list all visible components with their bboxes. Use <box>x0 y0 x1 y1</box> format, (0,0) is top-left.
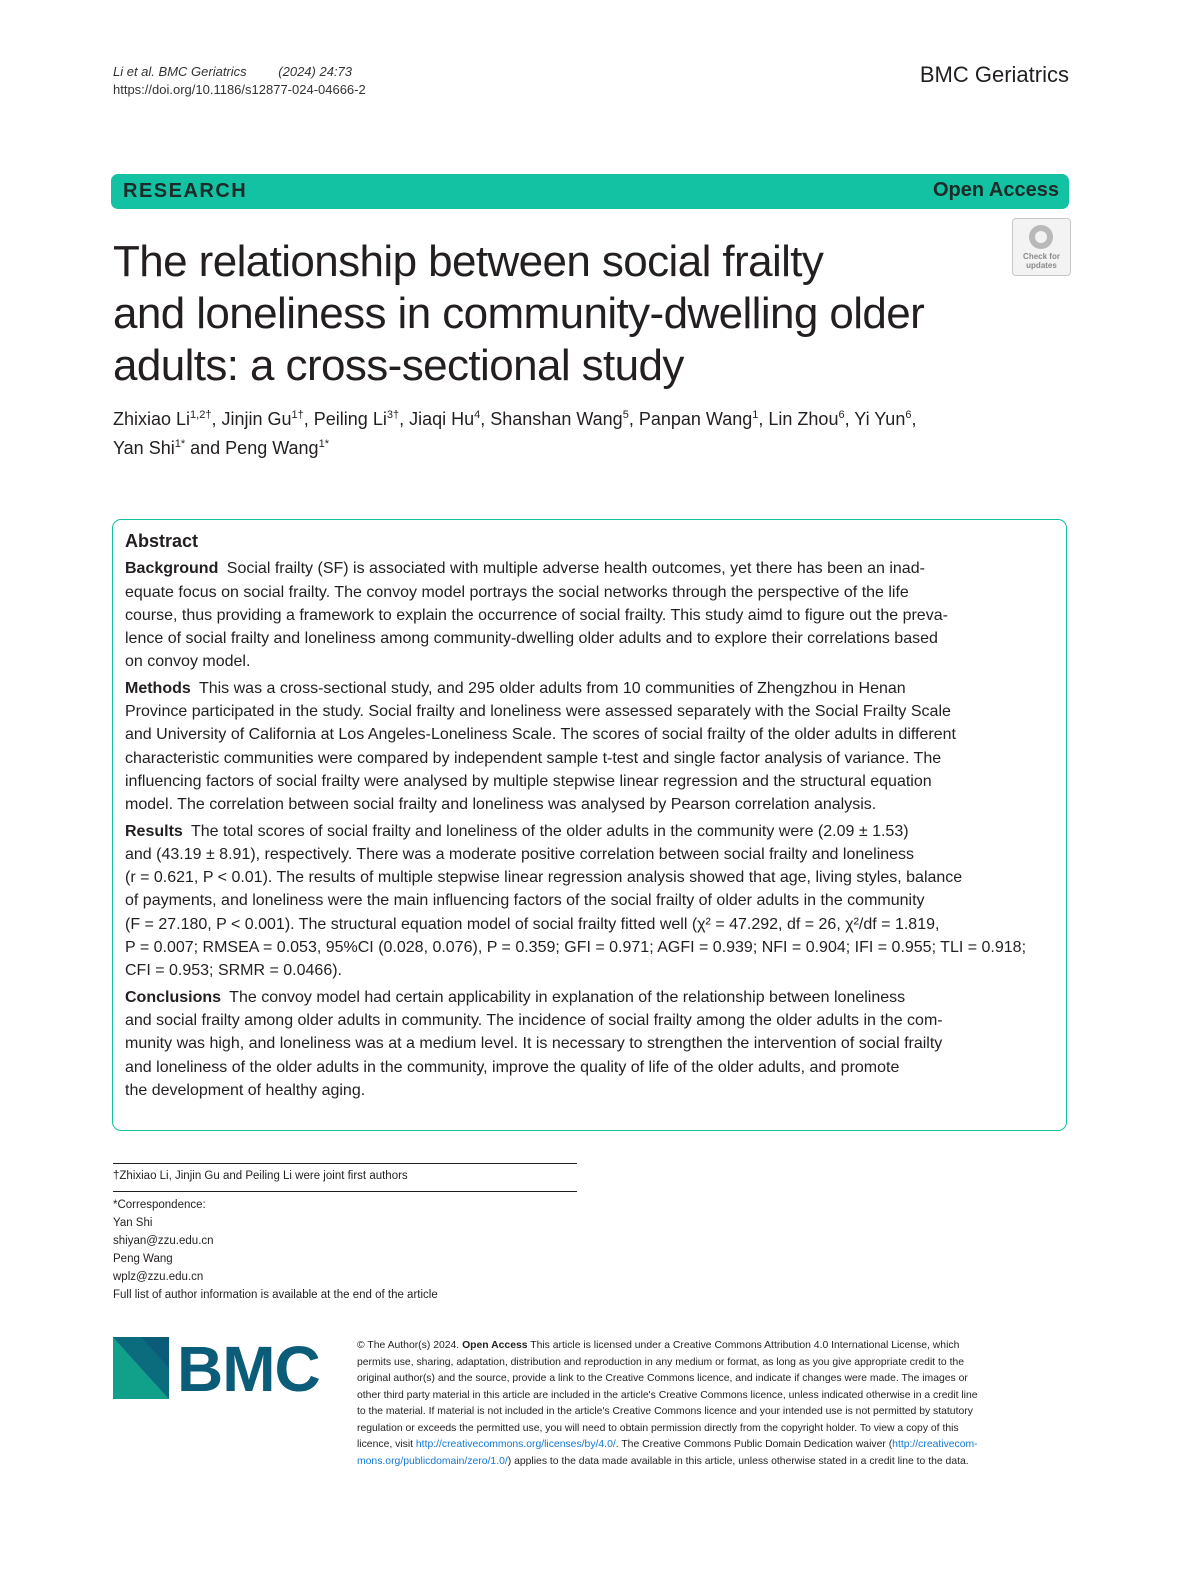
abstract-conclusions <box>125 986 1060 1102</box>
abstract-line: lence of social frailty and loneliness among community-dwelling older adults and to explore their correlations based <box>125 630 938 648</box>
bmc-logo <box>113 1337 331 1399</box>
title-line: adults: a cross-sectional study <box>113 341 684 390</box>
abstract-line: CFI = 0.953; SRMR = 0.0466). <box>125 962 342 980</box>
license-fragment: © The Author(s) 2024. <box>357 1340 463 1351</box>
abstract-line: The total scores of social frailty and loneliness of the older adults in the community were (2.09 ± 1.53) <box>190 822 909 840</box>
abstract-line: Social frailty (SF) is associated with multiple adverse health outcomes, yet there has been an inad- <box>226 560 925 578</box>
joint-authors-note: †Zhixiao Li, Jinjin Gu and Peiling Li were joint first authors <box>113 1170 408 1182</box>
author-affiliation: 5 <box>622 409 629 421</box>
cc-zero-link[interactable]: mons.org/publicdomain/zero/1.0/ <box>357 1455 508 1467</box>
license-open-access: Open Access <box>462 1340 528 1351</box>
section-label: Methods <box>125 679 191 697</box>
abstract-line: and loneliness of the older adults in the community, improve the quality of life of the older adults, and promote <box>125 1058 900 1076</box>
abstract-line: This was a cross-sectional study, and 295 older adults from 10 communities of Zhengzhou in Henan <box>198 679 906 697</box>
abstract-line: the development of healthy aging. <box>125 1081 366 1099</box>
abstract-line: course, thus providing a framework to explain the occurrence of social frailty. This study aimd to figure out the preva- <box>125 606 948 624</box>
footnote-divider <box>113 1191 577 1192</box>
author-name[interactable]: Lin Zhou <box>768 409 839 429</box>
license-line: regulation or exceeds the permitted use, you will need to obtain permission directly from the copyright holder. To view a copy of this <box>357 1422 959 1434</box>
abstract-results <box>125 820 1060 983</box>
abstract-methods <box>125 677 1060 817</box>
section-label: Background <box>125 560 219 578</box>
author-affiliation: 6 <box>905 409 912 421</box>
abstract-line: on convoy model. <box>125 653 251 671</box>
abstract-line: model. The correlation between social frailty and loneliness was analysed by Pearson correlation analysis. <box>125 796 877 814</box>
cc-zero-link[interactable]: http://creativecom- <box>892 1439 978 1450</box>
article-title <box>113 236 1013 392</box>
bmc-logo-text: BMC <box>177 1337 320 1399</box>
author-conjunction: and <box>185 438 226 458</box>
license-line: to the material. If material is not included in the article's Creative Commons licence and your intended use is not permitted by statutory <box>357 1406 973 1417</box>
author-name[interactable]: Jinjin Gu <box>221 409 292 429</box>
license-line: original author(s) and the source, provide a link to the Creative Commons licence, and indicate if changes were made. The images or <box>357 1373 968 1384</box>
author-affiliation: 4 <box>474 409 481 421</box>
check-updates-line1: Check for <box>1023 252 1060 261</box>
abstract-line: (F = 27.180, P < 0.001). The structural equation model of social frailty fitted well (χ² = 47.292, df = 26, χ²/df = 1.819, <box>125 915 940 933</box>
correspondent-email[interactable]: wplz@zzu.edu.cn <box>113 1271 204 1283</box>
correspondence-label: *Correspondence: <box>113 1199 206 1211</box>
abstract-box <box>112 519 1067 1131</box>
citation-line <box>113 62 352 82</box>
section-label: Results <box>125 822 183 840</box>
journal-name: BMC Geriatrics <box>919 62 1069 87</box>
check-updates-icon <box>1029 225 1053 249</box>
author-name[interactable]: Panpan Wang <box>638 409 753 429</box>
abstract-line: and University of California at Los Angeles-Loneliness Scale. The scores of social frailty of the older adults in different <box>125 726 956 744</box>
correspondent-name: Peng Wang <box>113 1253 173 1265</box>
author-name[interactable]: Zhixiao Li <box>113 409 191 429</box>
abstract-heading: Abstract <box>125 531 199 551</box>
citation-year: (2024) 24:73 <box>278 64 353 79</box>
abstract-line: and (43.19 ± 8.91), respectively. There was a moderate positive correlation between social frailty and loneliness <box>125 845 915 863</box>
title-line: The relationship between social frailty <box>113 237 824 286</box>
check-for-updates-button[interactable] <box>1012 218 1071 276</box>
open-access-label: Open Access <box>933 179 1059 201</box>
license-line: permits use, sharing, adaptation, distribution and reproduction in any medium or format, as long as you give appropriate credit to the <box>357 1356 965 1368</box>
author-list: Zhixiao $Li^{1,2\dagger}$, Jinjin $Gu^{1\dagger}$, Peiling $Li^{3\dagger}$, Jiaqi Hu$^4$, Shanshan Wang$^5$, Panpan Wang$^1$, Lin Zhou$^6$, Yi Yun$^6$, Yan Shi$^{1*}$ and Peng Wang$^{1*}$ <box>113 409 917 458</box>
author-name[interactable]: Peng Wang <box>225 438 319 458</box>
correspondent-name: Yan Shi <box>113 1217 153 1229</box>
author-affiliation: 1* <box>318 438 329 450</box>
license-fragment: This article is licensed under a Creative Commons Attribution 4.0 International License, which <box>527 1340 960 1351</box>
abstract-line: of payments, and loneliness were the main influencing factors of the social frailty of older adults in the community <box>125 892 925 910</box>
abstract-line: P = 0.007; RMSEA = 0.053, 95%CI (0.028, 0.076), P = 0.359; GFI = 0.971; AGFI = 0.939; NFI = 0.904; IFI = 0.955; TLI = 0.918; <box>125 939 1027 957</box>
license-fragment: licence, visit <box>357 1439 416 1450</box>
abstract-line: The convoy model had certain applicability in explanation of the relationship between loneliness <box>229 988 906 1006</box>
author-info-note: Full list of author information is available at the end of the article <box>113 1289 438 1301</box>
correspondent-email[interactable]: shiyan@zzu.edu.cn <box>113 1235 214 1247</box>
author-affiliation: 3† <box>386 409 400 421</box>
author-name[interactable]: Peiling Li <box>313 409 387 429</box>
abstract-line: equate focus on social frailty. The convoy model portrays the social networks through the perspective of the life <box>125 583 909 601</box>
abstract-line: and social frailty among older adults in community. The incidence of social frailty among the older adults in the com- <box>125 1011 943 1029</box>
abstract-line: Province participated in the study. Social frailty and loneliness were assessed separately with the Social Frailty Scale <box>125 703 951 721</box>
author-name[interactable]: Yan Shi <box>113 438 175 458</box>
license-fragment: . The Creative Commons Public Domain Dedication waiver ( <box>615 1439 893 1450</box>
doi-link[interactable]: https://doi.org/10.1186/s12877-024-04666-2 <box>113 82 366 97</box>
license-fragment: ) applies to the data made available in this article, unless otherwise stated in a credit line to the data. <box>507 1455 969 1467</box>
article-type-banner <box>111 174 1069 209</box>
author-name[interactable]: Jiaqi Hu <box>409 409 475 429</box>
abstract-line: characteristic communities were compared by independent sample t-test and single factor analysis of variance. The <box>125 749 942 767</box>
check-updates-line2: updates <box>1026 261 1057 270</box>
license-line: other third party material in this article are included in the article's Creative Commons licence, unless indicated otherwise in a credit line <box>357 1389 978 1401</box>
section-label: Conclusions <box>125 988 222 1006</box>
abstract-line: munity was high, and loneliness was at a medium level. It is necessary to strengthen the intervention of social frailty <box>125 1035 943 1053</box>
cc-license-link[interactable]: http://creativecommons.org/licenses/by/4.0/ <box>415 1439 616 1450</box>
title-line: and loneliness in community-dwelling older <box>113 289 925 338</box>
author-affiliation: 1† <box>291 409 304 421</box>
author-affiliation: 1 <box>752 409 759 421</box>
author-affiliation: 1* <box>174 438 186 450</box>
footnote-divider <box>113 1163 577 1164</box>
author-name[interactable]: Yi Yun <box>854 409 906 429</box>
abstract-line: influencing factors of social frailty were analysed by multiple stepwise linear regression and the structural equation <box>125 772 932 790</box>
license-text <box>357 1338 1069 1470</box>
abstract-line: (r = 0.621, P < 0.01). The results of multiple stepwise linear regression analysis showed that age, living styles, balance <box>125 869 963 887</box>
author-affiliation: 1,2† <box>190 409 212 421</box>
abstract-background <box>125 557 1060 673</box>
author-name[interactable]: Shanshan Wang <box>490 409 623 429</box>
article-type-label: RESEARCH <box>123 180 248 202</box>
citation-journal: Li et al. BMC Geriatrics <box>113 64 247 79</box>
author-affiliation: 6 <box>838 409 845 421</box>
